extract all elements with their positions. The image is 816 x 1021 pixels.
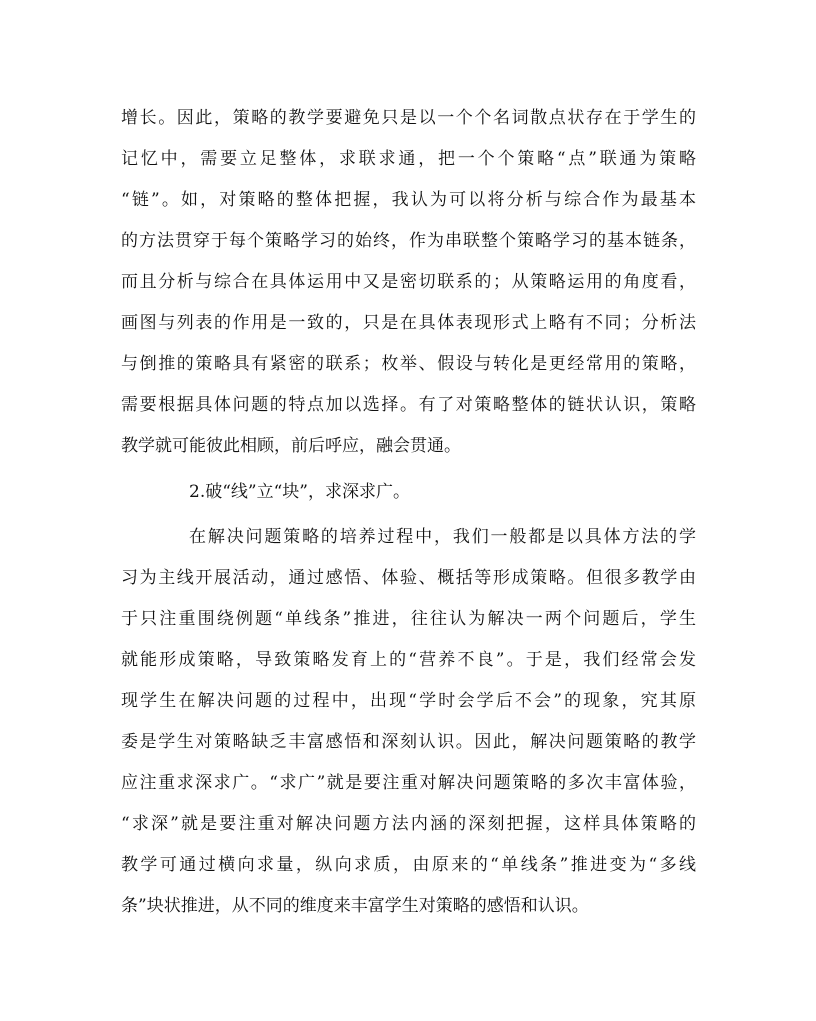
text-line: “链”。如，对策略的整体把握，我认为可以将分析与综合作为最基本 [121, 190, 696, 210]
text-line: 就能形成策略，导致策略发育上的“营养不良”。于是，我们经常会发 [121, 650, 696, 670]
section-heading: 2.破“线”立“块”，求深求广。 [189, 482, 410, 502]
text-line: 条”块状推进，从不同的维度来丰富学生对策略的感悟和认识。 [121, 896, 589, 916]
text-line: 画图与列表的作用是一致的，只是在具体表现形式上略有不同；分析法 [121, 313, 696, 333]
text-line: 委是学生对策略缺乏丰富感悟和深刻认识。因此，解决问题策略的教学 [121, 732, 696, 752]
text-line: 的方法贯穿于每个策略学习的始终，作为串联整个策略学习的基本链条， [121, 231, 696, 251]
text-line: 习为主线开展活动，通过感悟、体验、概括等形成策略。但很多教学由 [121, 568, 696, 588]
text-line: “求深”就是要注重对解决问题方法内涵的深刻把握，这样具体策略的 [121, 814, 696, 834]
text-line: 于只注重围绕例题“单线条”推进，往往认为解决一两个问题后，学生 [121, 609, 696, 629]
text-line: 现学生在解决问题的过程中，出现“学时会学后不会”的现象，究其原 [121, 691, 696, 711]
text-line: 在解决问题策略的培养过程中，我们一般都是以具体方法的学 [189, 527, 696, 547]
text-line: 教学可通过横向求量，纵向求质，由原来的“单线条”推进变为“多线 [121, 855, 696, 875]
text-line: 需要根据具体问题的特点加以选择。有了对策略整体的链状认识，策略 [121, 395, 696, 415]
text-line: 应注重求深求广。“求广”就是要注重对解决问题策略的多次丰富体验， [121, 773, 696, 793]
text-line: 教学就可能彼此相顾，前后呼应，融会贯通。 [121, 436, 461, 456]
text-line: 与倒推的策略具有紧密的联系；枚举、假设与转化是更经常用的策略， [121, 354, 696, 374]
text-line: 记忆中，需要立足整体，求联求通，把一个个策略“点”联通为策略 [121, 149, 696, 169]
text-line: 而且分析与综合在具体运用中又是密切联系的；从策略运用的角度看， [121, 272, 696, 292]
text-line: 增长。因此，策略的教学要避免只是以一个个名词散点状存在于学生的 [121, 108, 696, 128]
